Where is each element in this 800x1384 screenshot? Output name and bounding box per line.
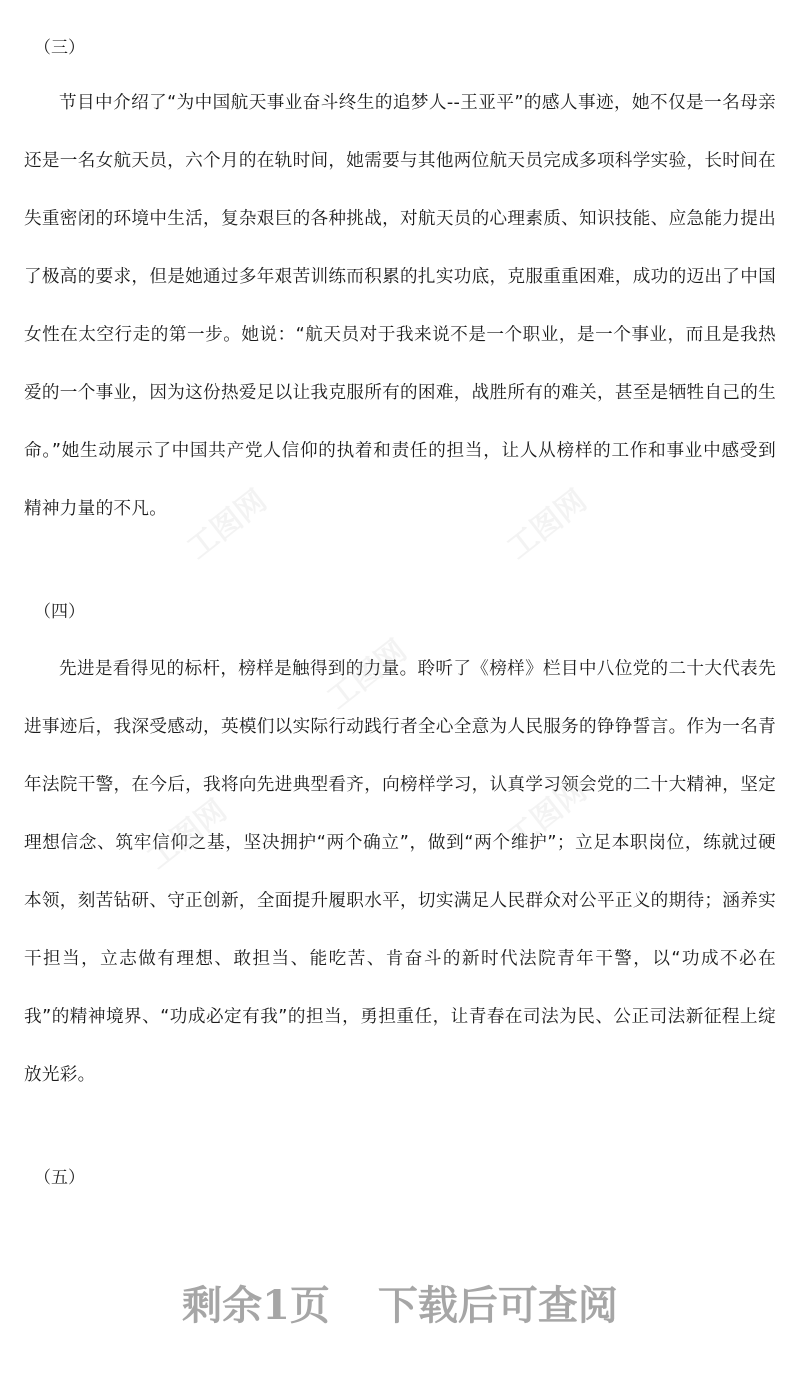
- download-to-view-label: 下载后可查阅: [377, 1282, 618, 1329]
- section-paragraph-4: 先进是看得见的标杆，榜样是触得到的力量。聆听了《榜样》栏目中八位党的二十大代表先进事迹后，我深受感动，英模们以实际行动践行者全心全意为人民服务的铮铮誓言。作为一名青年法院干警，在今后，我将向先进典型看齐，向榜样学习，认真学习领会党的二十大精神，坚定理想信念、筑牢信仰之基，坚决拥护“两个确立”，做到“两个维护”；立足本职岗位，练就过硬本领，刻苦钻研、守正创新，全面提升履职水平，切实满足人民群众对公平正义的期待；涵养实干担当，立志做有理想、敢担当、能吃苦、肯奋斗的新时代法院青年干警，以“功成不必在我”的精神境界、“功成必定有我”的担当，勇担重任，让青春在司法为民、公正司法新征程上绽放光彩。: [24, 659, 776, 1085]
- section-heading-5: （五）: [34, 1168, 85, 1188]
- section-heading-4: （四）: [34, 602, 85, 622]
- remaining-pages-label: 剩余1页: [182, 1282, 330, 1329]
- watermark-logo: 工图网: [500, 483, 594, 567]
- watermark-logo: 工图网: [140, 793, 234, 877]
- watermark-logo: 工图网: [500, 773, 594, 857]
- watermark-logo: 工图网: [180, 483, 274, 567]
- section-paragraph-3: 节目中介绍了“为中国航天事业奋斗终生的追梦人--王亚平”的感人事迹，她不仅是一名母亲还是一名女航天员，六个月的在轨时间，她需要与其他两位航天员完成多项科学实验，长时间在失重密闭的环境中生活，复杂艰巨的各种挑战，对航天员的心理素质、知识技能、应急能力提出了极高的要求，但是她通过多年艰苦训练而积累的扎实功底，克服重重困难，成功的迈出了中国女性在太空行走的第一步。她说：“航天员对于我来说不是一个职业，是一个事业，而且是我热爱的一个事业，因为这份热爱足以让我克服所有的困难，战胜所有的难关，甚至是牺牲自己的生命。”她生动展示了中国共产党人信仰的执着和责任的担当，让人从榜样的工作和事业中感受到精神力量的不凡。: [24, 93, 776, 519]
- watermark-logo: 工图网: [320, 633, 414, 717]
- download-prompt[interactable]: [0, 1278, 800, 1334]
- section-heading-3: （三）: [34, 38, 85, 58]
